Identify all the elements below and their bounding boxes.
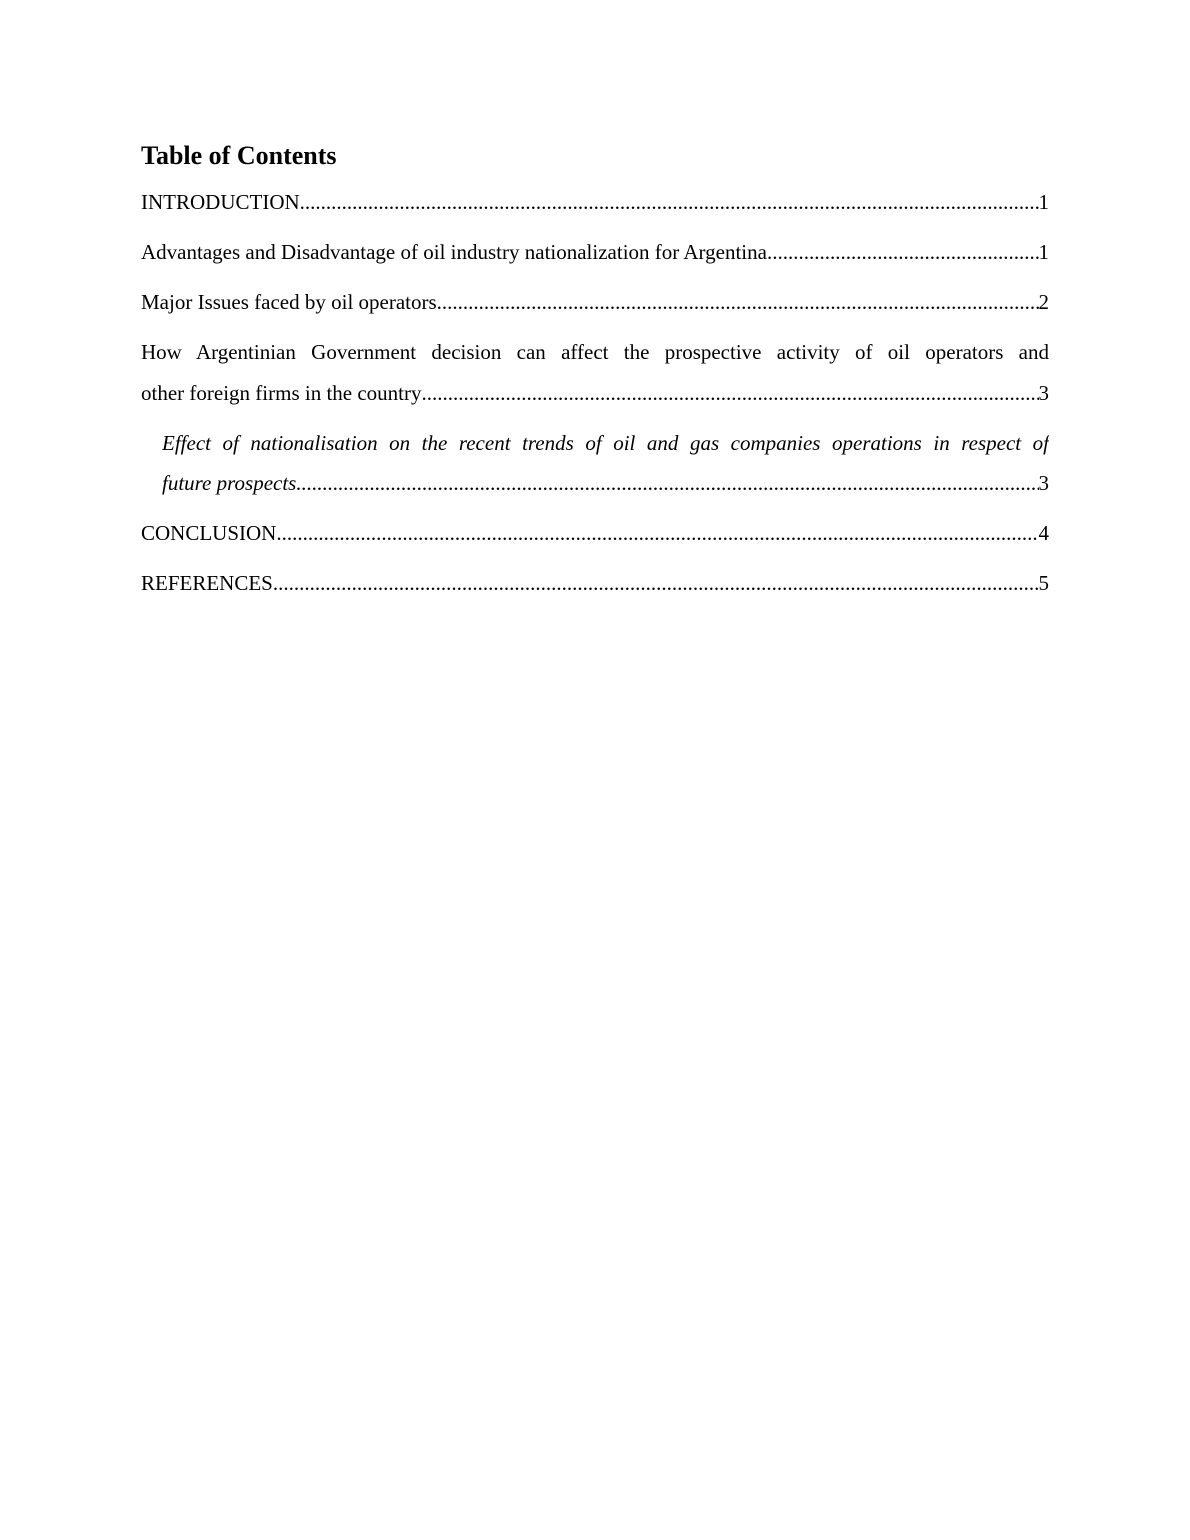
toc-entry-line xyxy=(141,563,1049,604)
toc-entry-line xyxy=(141,373,1049,414)
toc-entry-title-line2: future prospects xyxy=(162,471,297,495)
toc-entry-effect-of-nationalisation[interactable] xyxy=(162,423,1049,504)
toc-entry-line xyxy=(141,182,1049,223)
toc-page-number: 3 xyxy=(1038,380,1049,405)
toc-leader-dots xyxy=(276,513,1038,554)
toc-entry-title-line1: Effect of nationalisation on the recent trends of oil and gas companies operations in respect of xyxy=(162,430,1049,455)
table-of-contents xyxy=(141,140,1049,613)
toc-page-number: 1 xyxy=(1038,190,1049,214)
toc-entry-title: CONCLUSION xyxy=(141,521,277,545)
toc-entry-line xyxy=(141,232,1049,273)
toc-entry-title: REFERENCES xyxy=(141,571,273,595)
toc-entry-line xyxy=(162,463,1049,504)
toc-leader-dots xyxy=(273,563,1039,604)
toc-page-number: 4 xyxy=(1038,521,1049,545)
toc-entry-line xyxy=(141,282,1049,323)
toc-entry-introduction[interactable] xyxy=(141,182,1049,223)
toc-entry-title-line1: How Argentinian Government decision can affect the prospective activity of oil operators and xyxy=(141,340,1049,364)
toc-entry-title-line2: other foreign firms in the country xyxy=(141,380,422,405)
toc-leader-dots xyxy=(300,182,1039,223)
toc-entry-conclusion[interactable] xyxy=(141,513,1049,554)
toc-page-number: 5 xyxy=(1038,571,1049,595)
toc-entry-line xyxy=(141,513,1049,554)
toc-page-number: 1 xyxy=(1038,240,1049,264)
toc-leader-dots xyxy=(422,373,1039,414)
toc-page-number: 3 xyxy=(1038,471,1049,495)
toc-entry-references[interactable] xyxy=(141,563,1049,604)
toc-entry-title: INTRODUCTION xyxy=(141,190,300,214)
toc-entry-major-issues[interactable] xyxy=(141,282,1049,323)
toc-title: Table of Contents xyxy=(141,141,337,170)
toc-entry-title: Major Issues faced by oil operators xyxy=(141,290,437,314)
toc-leader-dots xyxy=(767,232,1039,273)
toc-entry-title: Advantages and Disadvantage of oil industry nationalization for Argentina xyxy=(141,240,767,264)
toc-leader-dots xyxy=(296,463,1038,504)
toc-page-number: 2 xyxy=(1038,290,1049,314)
toc-entry-government-decision[interactable] xyxy=(141,332,1049,413)
toc-leader-dots xyxy=(437,282,1039,323)
toc-entry-advantages[interactable] xyxy=(141,232,1049,273)
